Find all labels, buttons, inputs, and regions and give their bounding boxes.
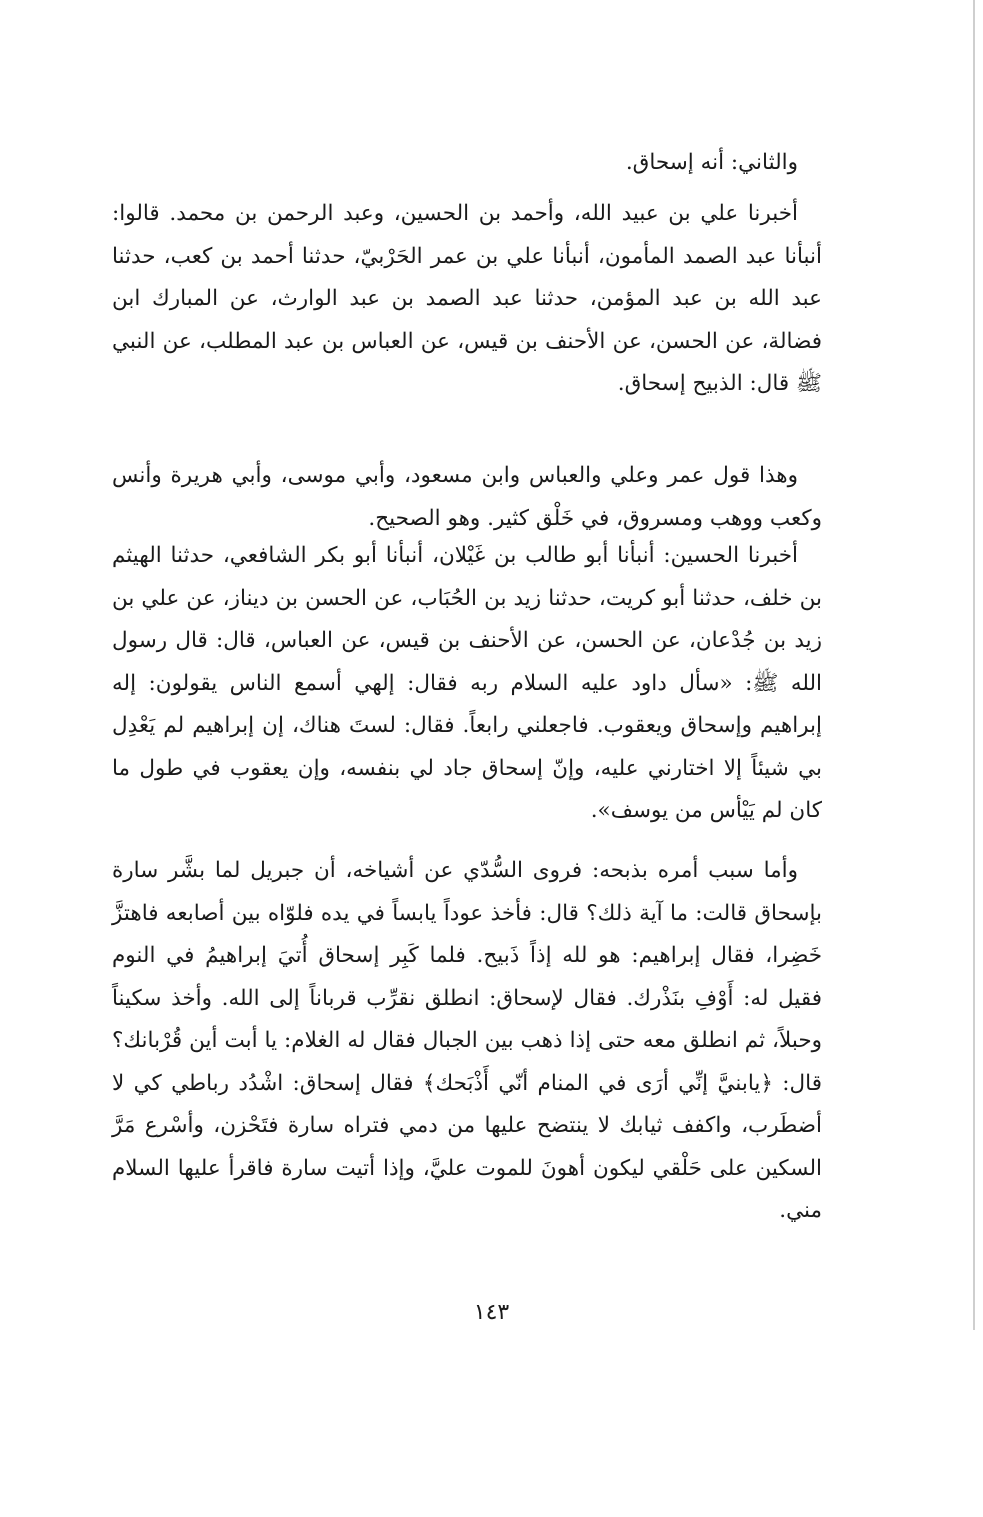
paragraph-isnad-2: أخبرنا الحسين: أنبأنا أبو طالب بن غَيْلان، أنبأنا أبو بكر الشافعي، حدثنا الهيثم بن خلف، حدثنا أبو كريت، حدثنا زيد بن الحُبَاب، عن الحسن بن ديناز، عن علي بن زيد بن جُدْعان، عن الحسن، عن الأحنف بن قيس، عن العباس، قال: قال رسول الله ﷺ: «سأل داود عليه السلام ربه فقال: إلهي أسمع الناس يقولون: إله إبراهيم وإسحاق ويعقوب. فاجعلني رابعاً. فقال: لستَ هناك، إن إبراهيم لم يَعْدِل بي شيئاً إلا اختارني عليه، وإنّ إسحاق جاد لي بنفسه، وإن يعقوب في طول ما كان لم يَيْأس من يوسف». [112,543,822,823]
text-block-2 [112,455,822,540]
paragraph-heading: والثاني: أنه إسحاق. [625,150,798,175]
text-block-0 [112,142,822,185]
text-block-3 [112,535,822,833]
page-number: ١٤٣ [473,1300,510,1325]
paragraph-opinion: وهذا قول عمر وعلي والعباس وابن مسعود، وأبي موسى، وأبي هريرة وأنس وكعب ووهب ومسروق، في خَلْق كثير. وهو الصحيح. [112,463,822,531]
text-block-1 [112,193,822,406]
text-block-4 [112,850,822,1233]
paragraph-story: وأما سبب أمره بذبحه: فروى السُّدّي عن أشياخه، أن جبريل لما بشَّر سارة بإسحاق قالت: ما آية ذلك؟ قال: فأخذ عوداً يابساً في يده فلوّاه بين أصابعه فاهتزَّ خَضِرا، فقال إبراهيم: هو لله إذاً ذَبيح. فلما كَبِر إسحاق أُتيَ إبراهيمُ في النوم فقيل له: أَوْفِ بنَذْرك. فقال لإسحاق: انطلق نقرِّب قرباناً إلى الله. وأخذ سكيناً وحبلاً، ثم انطلق معه حتى إذا ذهب بين الجبال فقال له الغلام: يا أبت أين قُرْبانك؟ قال: ﴿يابنيَّ إنِّي أرَى في المنام أنّي أَذْبَحك﴾ فقال إسحاق: اشْدُد رباطي كي لا أضطَرب، واكفف ثيابك لا ينتضح عليها من دمي فتراه سارة فتَحْزن، وأسْرع مَرَّ السكين على حَلْقي ليكون أهونَ للموت عليَّ، وإذا أتيت سارة فاقرأ عليها السلام مني. [112,858,822,1223]
scan-edge-line [973,0,975,1330]
paragraph-isnad-1: أخبرنا علي بن عبيد الله، وأحمد بن الحسين، وعبد الرحمن بن محمد. قالوا: أنبأنا عبد الصمد المأمون، أنبأنا علي بن عمر الحَرْبيّ، حدثنا أحمد بن كعب، حدثنا عبد الله بن عبد المؤمن، حدثنا عبد الصمد بن عبد الوارث، عن المبارك ابن فضالة، عن الحسن، عن الأحنف بن قيس، عن العباس بن عبد المطلب، عن النبي ﷺ قال: الذبيح إسحاق. [112,201,822,396]
